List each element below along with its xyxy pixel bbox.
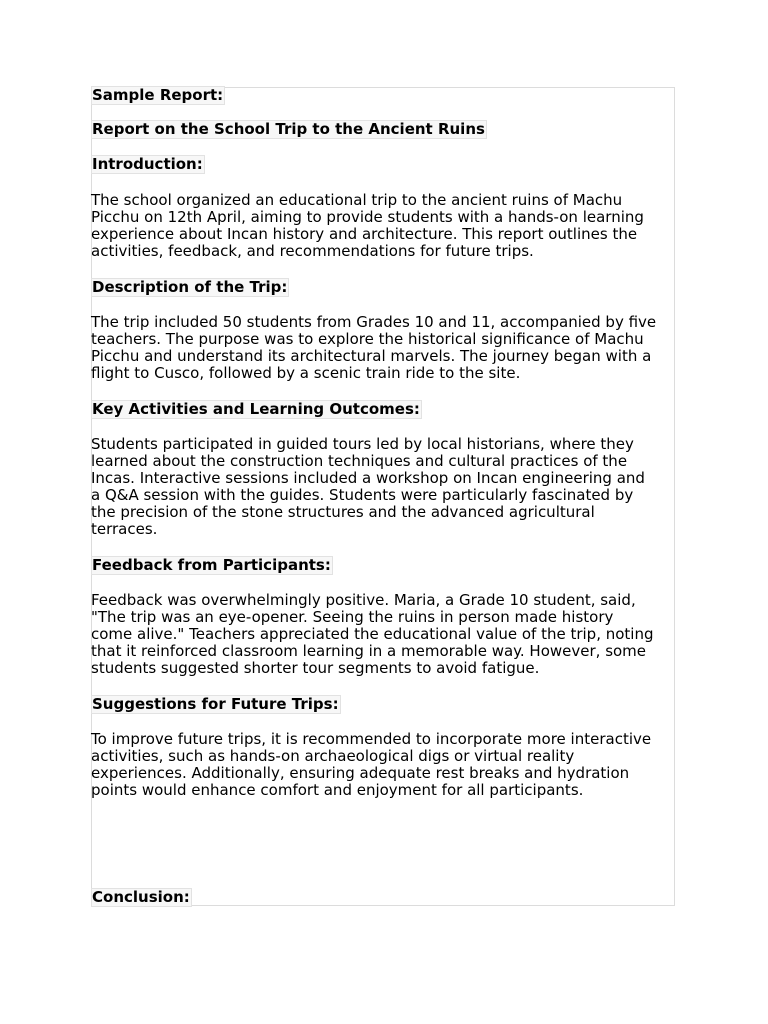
section-heading-introduction: Introduction:	[92, 155, 203, 173]
section-heading-feedback: Feedback from Participants:	[92, 556, 331, 574]
section-body-introduction: The school organized an educational trip to the ancient ruins of Machu Picchu on 12th April, aiming to provide students with a hands-on learning experience about Incan history and architecture. This report outlines the activities, feedback, and recommendations for future trips.	[91, 191, 644, 260]
section-heading-conclusion: Conclusion:	[92, 888, 190, 906]
section-body-feedback: Feedback was overwhelmingly positive. Maria, a Grade 10 student, said, "The trip was an eye-opener. Seeing the ruins in person made history come alive." Teachers appreciated the educational value of the trip, noting that it reinforced classroom learning in a memorable way. However, some students suggested shorter tour segments to avoid fatigue.	[91, 591, 654, 677]
sample-report-label: Sample Report:	[92, 86, 224, 104]
section-heading-description: Description of the Trip:	[92, 278, 288, 296]
section-body-description: The trip included 50 students from Grades 10 and 11, accompanied by five teachers. The purpose was to explore the historical significance of Machu Picchu and understand its architectural marvels. The journey began with a flight to Cusco, followed by a scenic train ride to the site.	[91, 313, 657, 382]
report-title: Report on the School Trip to the Ancient Ruins	[92, 120, 485, 138]
section-heading-key-activities: Key Activities and Learning Outcomes:	[92, 400, 420, 418]
section-body-suggestions: To improve future trips, it is recommended to incorporate more interactive activities, such as hands-on archaeological digs or virtual reality experiences. Additionally, ensuring adequate rest breaks and hydration points would enhance comfort and enjoyment for all participants.	[91, 730, 652, 799]
section-body-key-activities: Students participated in guided tours led by local historians, where they learned about the construction techniques and cultural practices of the Incas. Interactive sessions included a workshop on Incan engineering and a Q&A session with the guides. Students were particularly fascinated by the precision of the stone structures and the advanced agricultural terraces.	[91, 435, 645, 538]
section-heading-suggestions: Suggestions for Future Trips:	[92, 695, 339, 713]
